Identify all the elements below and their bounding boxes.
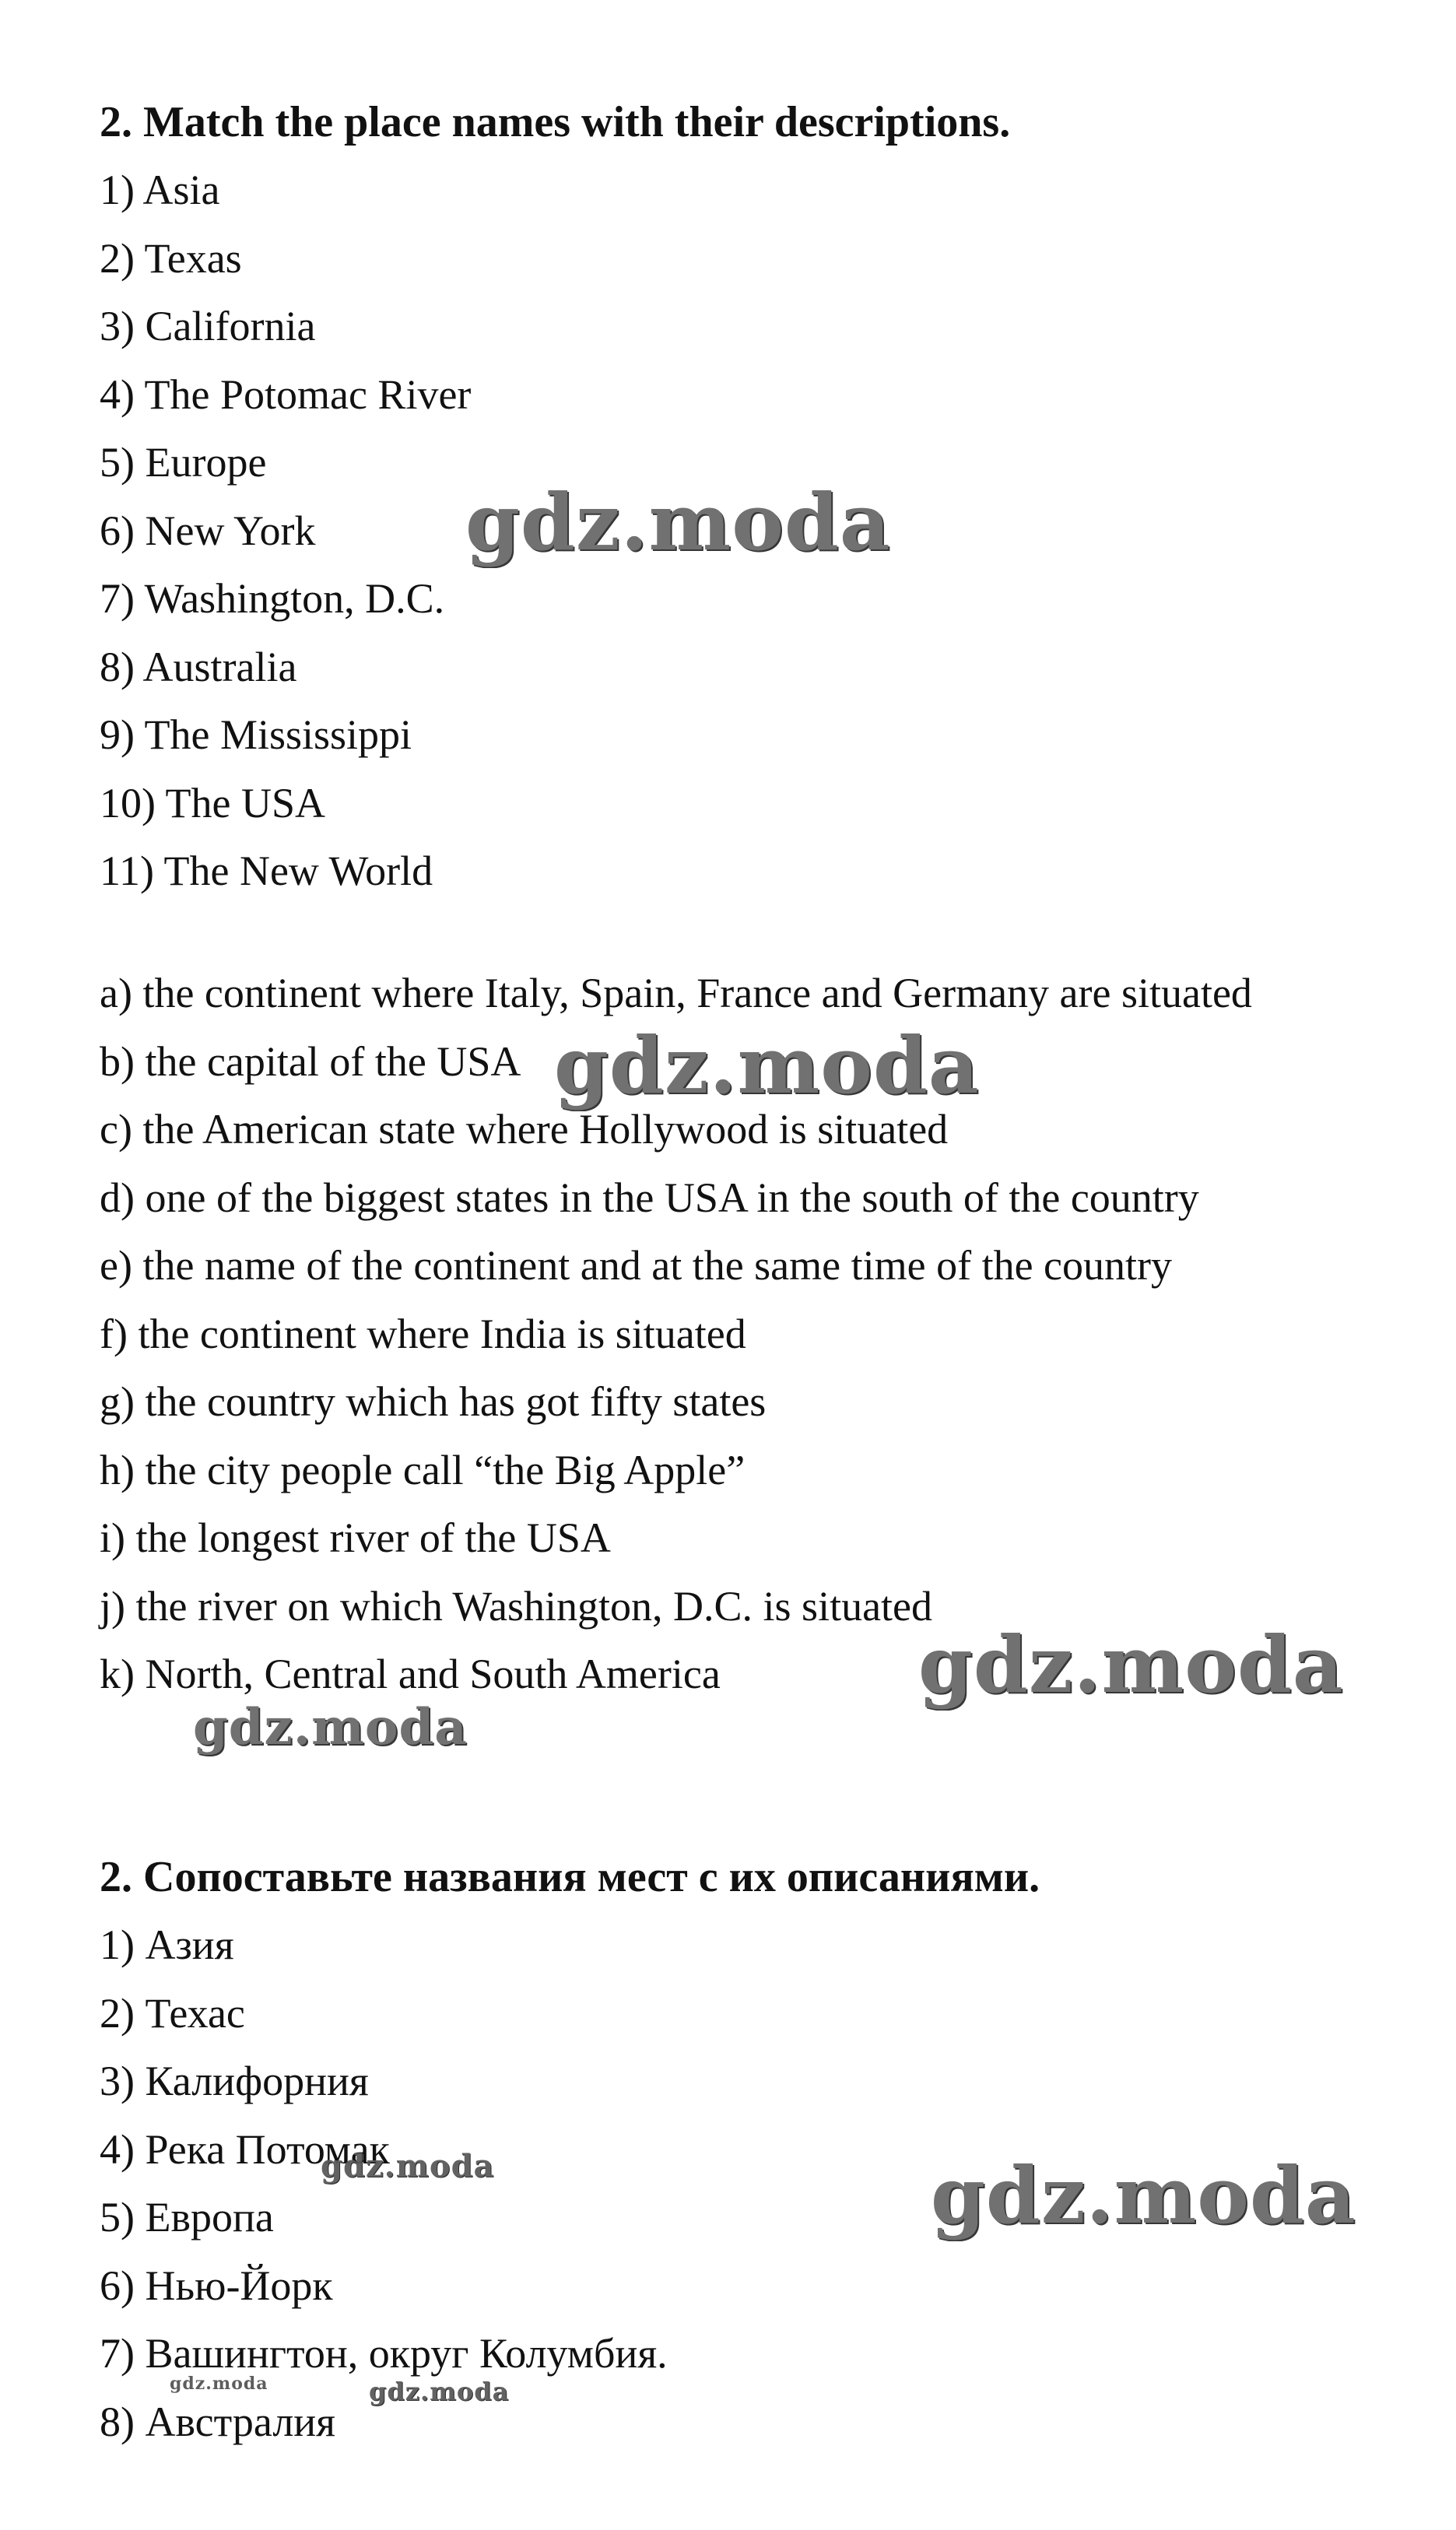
task-heading-russian: 2. Сопоставьте названия мест с их описаниями.	[100, 1853, 1040, 1901]
place-item-ru: 4) Река Потомак	[100, 2125, 390, 2173]
place-item-ru: 8) Австралия	[100, 2398, 336, 2445]
russian-section	[100, 1843, 1040, 2456]
description-item: f) the continent where India is situated	[100, 1310, 746, 1357]
description-item: c) the American state where Hollywood is situated	[100, 1106, 949, 1153]
watermark-logo: gdz.moda	[918, 1619, 1344, 1711]
place-item: 2) Texas	[100, 234, 242, 282]
place-item-ru: 7) Вашингтон, округ Колумбия.	[100, 2330, 668, 2377]
place-item-ru: 5) Европа	[100, 2194, 274, 2241]
watermark-logo: gdz.moda	[193, 1698, 468, 1756]
place-item-ru: 3) Калифорния	[100, 2058, 369, 2104]
description-item: i) the longest river of the USA	[100, 1514, 611, 1561]
watermark-logo: gdz.moda	[321, 2148, 495, 2184]
place-item: 8) Australia	[100, 643, 297, 690]
description-item: j) the river on which Washington, D.C. is situated	[100, 1582, 933, 1630]
place-item: 7) Washington, D.C.	[100, 575, 445, 622]
description-item: g) the country which has got fifty states	[100, 1378, 767, 1425]
description-item: k) North, Central and South America	[100, 1651, 721, 1697]
place-item-ru: 6) Нью-Йорк	[100, 2262, 333, 2309]
watermark-logo: gdz.moda	[465, 476, 891, 568]
watermark-logo: gdz.moda	[369, 2377, 510, 2406]
place-item: 11) The New World	[100, 847, 433, 894]
description-item: d) one of the biggest states in the USA in the south of the country	[100, 1174, 1199, 1221]
place-item-ru: 2) Техас	[100, 1989, 245, 2037]
description-item: a) the continent where Italy, Spain, France and Germany are situated	[100, 970, 1252, 1016]
watermark-logo: gdz.moda	[170, 2374, 268, 2394]
place-item: 1) Asia	[100, 167, 220, 213]
place-item: 6) New York	[100, 507, 316, 554]
place-item: 3) California	[100, 303, 316, 349]
task-heading-english: 2. Match the place names with their descriptions.	[100, 98, 1011, 146]
watermark-logo: gdz.moda	[554, 1019, 980, 1111]
watermark-logo: gdz.moda	[931, 2149, 1356, 2241]
description-item: e) the name of the continent and at the same time of the country	[100, 1242, 1173, 1289]
description-item: h) the city people call “the Big Apple”	[100, 1446, 746, 1493]
place-item-ru: 1) Азия	[100, 1921, 234, 1968]
place-item: 5) Europe	[100, 439, 267, 486]
place-item: 9) The Mississippi	[100, 711, 412, 758]
place-item: 4) The Potomac River	[100, 370, 472, 418]
place-item: 10) The USA	[100, 779, 325, 826]
description-item: b) the capital of the USA	[100, 1037, 521, 1085]
